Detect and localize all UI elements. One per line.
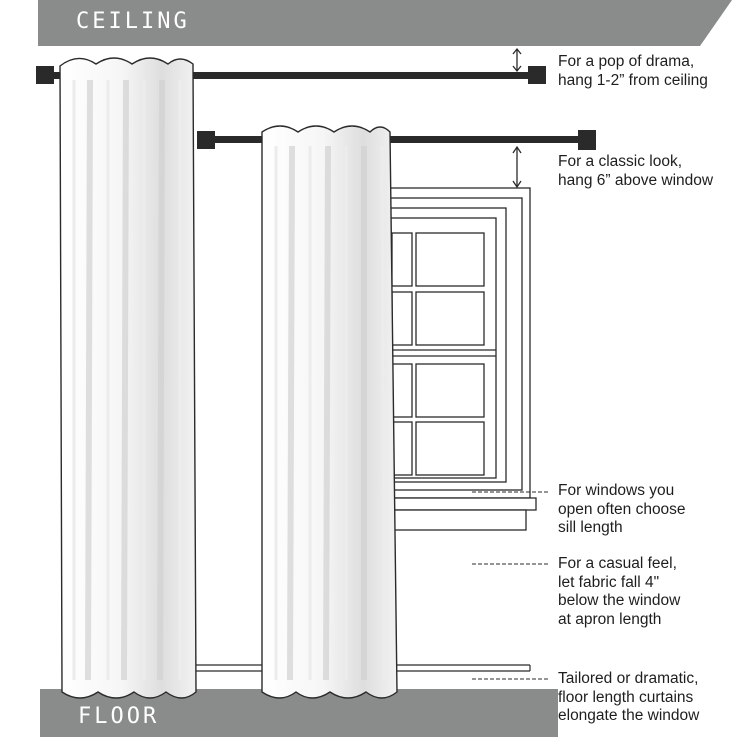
floor-label: FLOOR bbox=[78, 704, 160, 729]
window-pane bbox=[392, 233, 412, 286]
window-pane bbox=[416, 364, 484, 417]
window-pane bbox=[416, 422, 484, 475]
note-sill-length bbox=[558, 482, 748, 538]
note-line: Tailored or dramatic, bbox=[558, 670, 699, 687]
rod-finial-right bbox=[578, 130, 596, 150]
rod-finial-left bbox=[36, 66, 54, 84]
ceiling-label: CEILING bbox=[76, 9, 190, 34]
vertical-double-arrow-icon bbox=[513, 49, 521, 71]
floor-length-curtain bbox=[60, 58, 196, 698]
note-line: For a casual feel, bbox=[558, 555, 677, 572]
window-pane bbox=[416, 233, 484, 286]
window-pane bbox=[392, 422, 412, 475]
note-line: For windows you bbox=[558, 482, 675, 499]
note-line: floor length curtains bbox=[558, 688, 694, 706]
note-line: below the window bbox=[558, 592, 681, 609]
rod-finial-left bbox=[197, 131, 215, 149]
note-line: elongate the window bbox=[558, 707, 700, 724]
vertical-double-arrow-icon bbox=[513, 147, 521, 187]
note-line: let fabric fall 4" bbox=[558, 573, 660, 591]
note-line: For a classic look, bbox=[558, 153, 683, 170]
note-ceiling-drama bbox=[558, 53, 748, 90]
note-classic-look bbox=[558, 153, 748, 190]
note-line: hang 6” above window bbox=[558, 171, 714, 189]
note-floor-length bbox=[558, 670, 748, 726]
note-apron-length bbox=[558, 555, 748, 629]
note-line: sill length bbox=[558, 519, 623, 536]
note-line: at apron length bbox=[558, 610, 662, 628]
window-pane bbox=[416, 292, 484, 345]
note-line: open often choose bbox=[558, 500, 686, 518]
rod-finial-right bbox=[528, 66, 546, 84]
note-line: For a pop of drama, bbox=[558, 53, 695, 70]
window-pane bbox=[392, 292, 412, 345]
note-line: hang 1-2” from ceiling bbox=[558, 71, 708, 89]
window-height-curtain bbox=[262, 126, 397, 698]
window-pane bbox=[392, 364, 412, 417]
window-curtain-rod bbox=[197, 130, 596, 150]
